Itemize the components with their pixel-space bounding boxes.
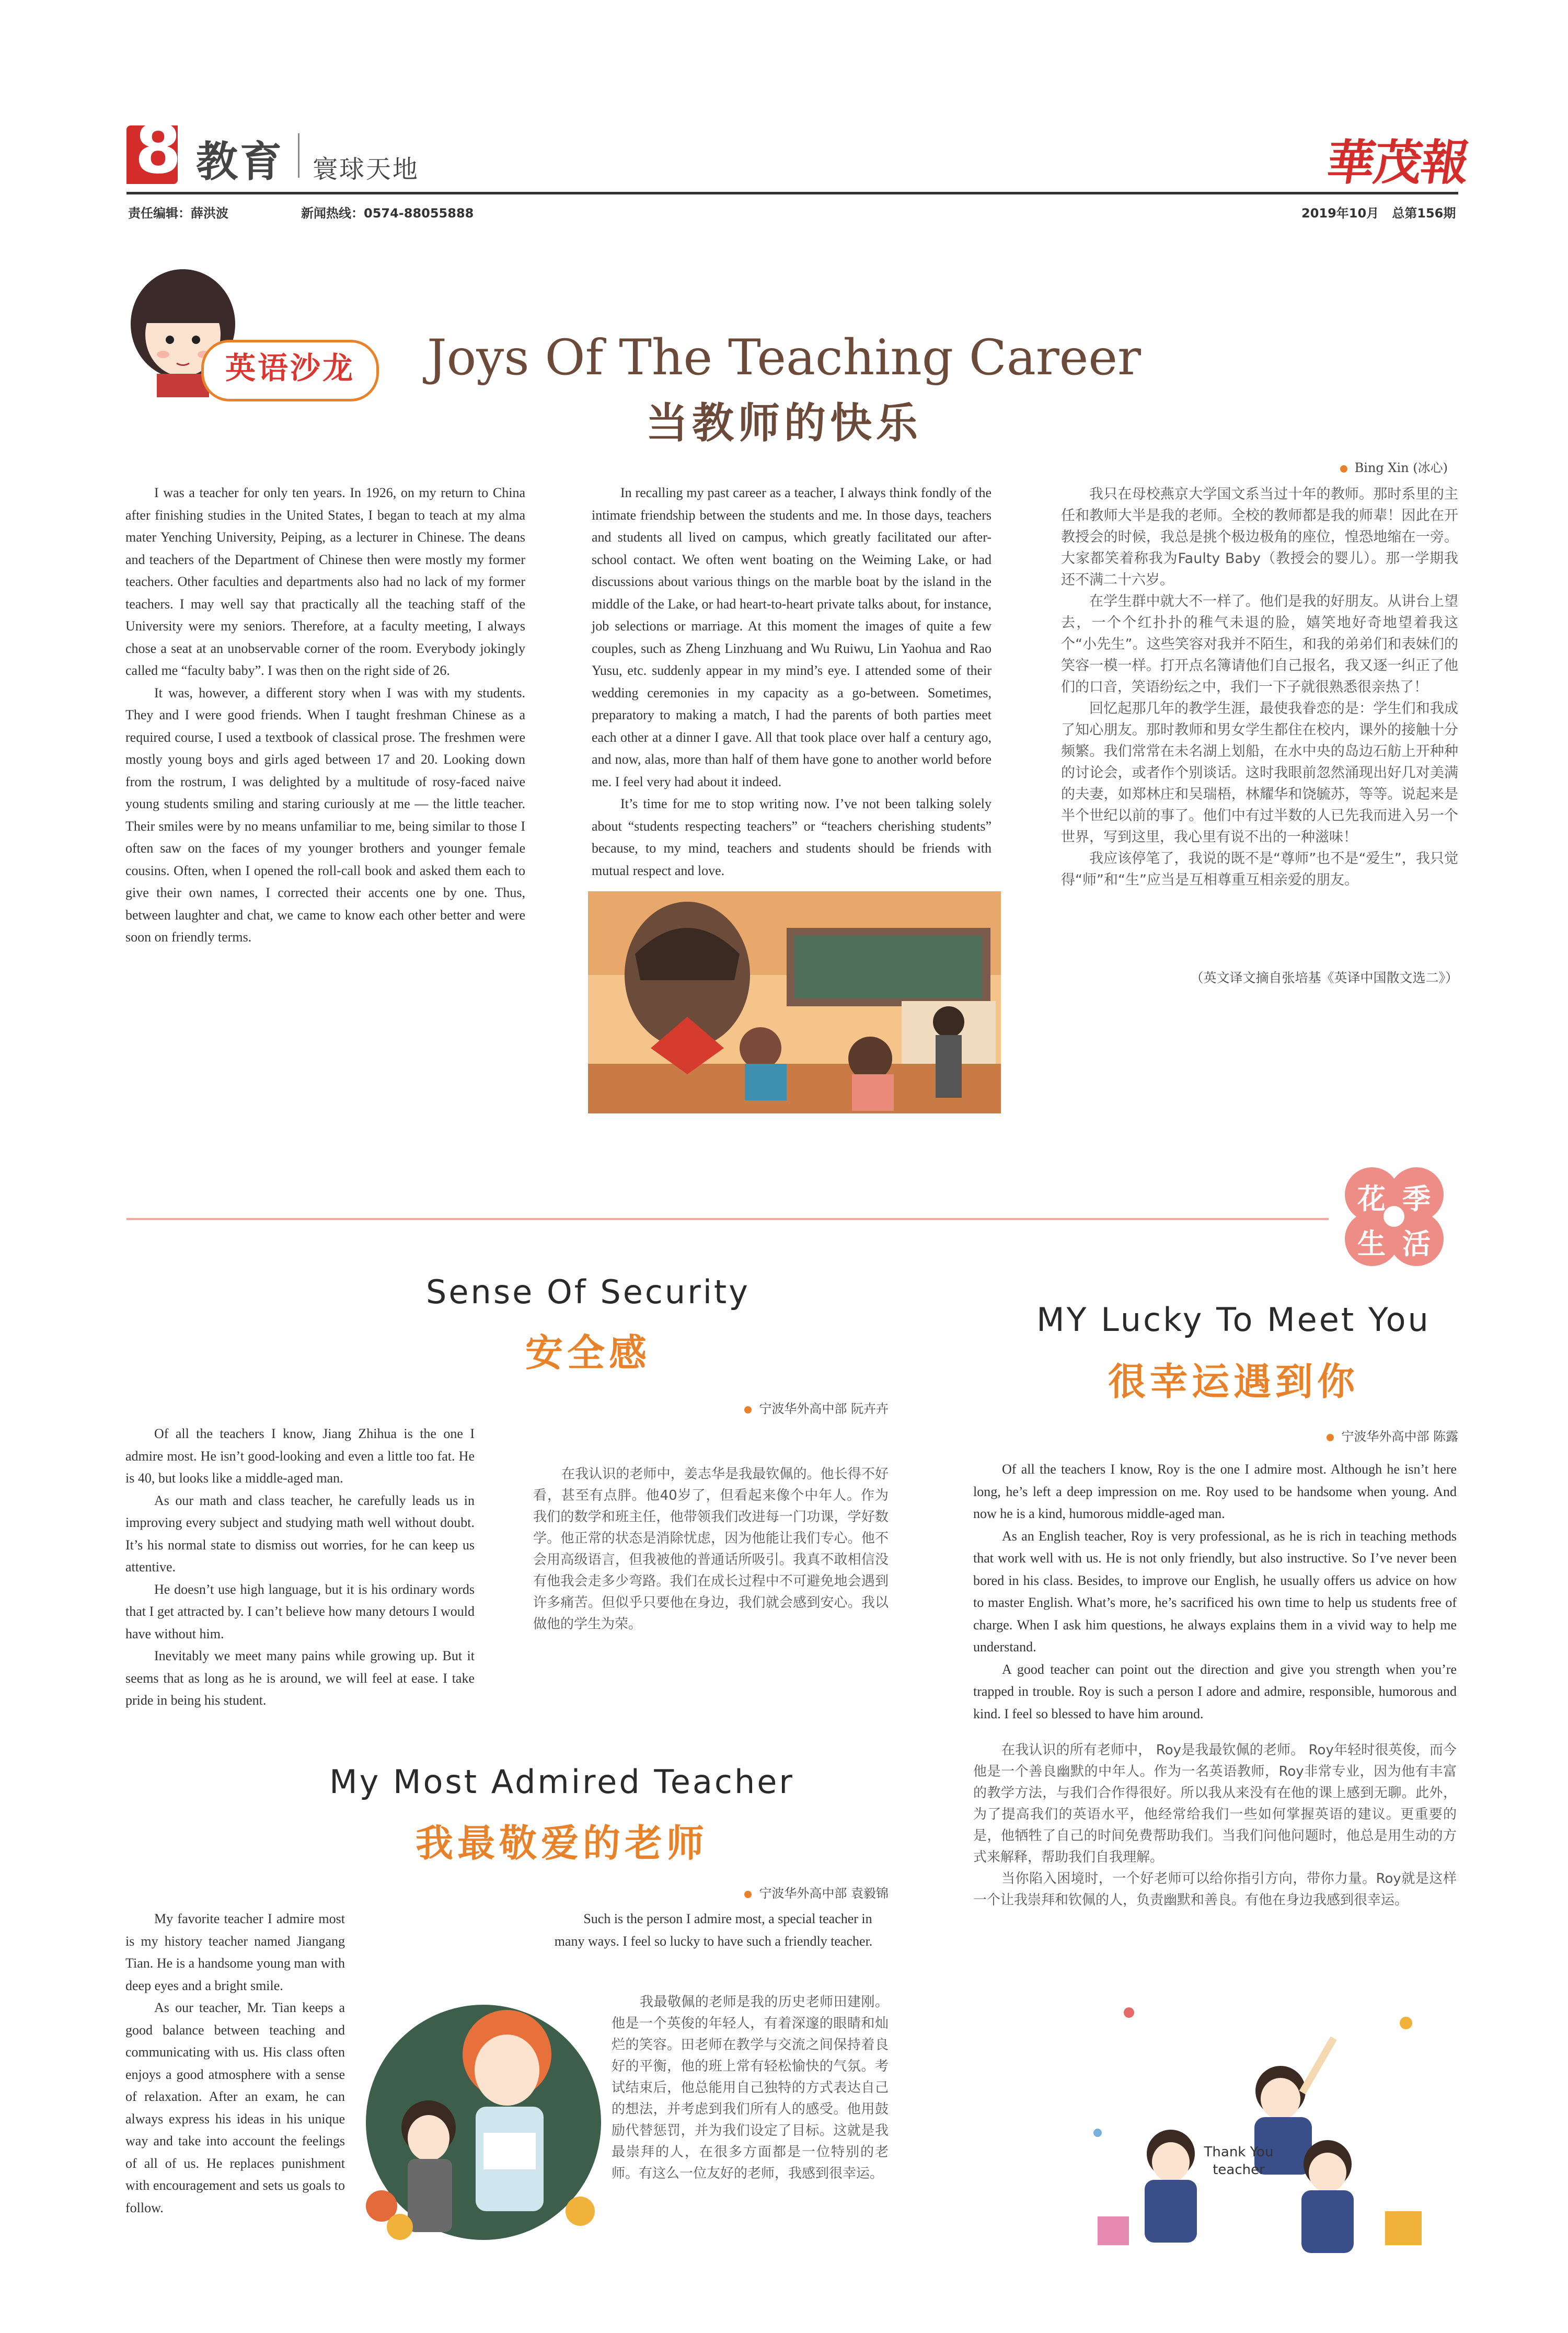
thank-you-illustration (1071, 1966, 1448, 2258)
feature-source-note: （英文译文摘自张培基《英译中国散文选二》） (1190, 970, 1458, 985)
lucky-cn-paragraph: 在我认识的所有老师中， Roy是我最钦佩的老师。 Roy年轻时很英俊，而今他是一个善良幽默的中年人。作为一名英语教师，Roy非常专业，因为他有丰富的教学方法，与我们合作得很好。所以我从来没有在他的课上感到无聊。此外，为了提高我们的英语水平，他经常给我们一些如何掌握英语的建议。更重要的是，他牺牲了自己的时间免费帮助我们。当我们问他问题时，他总是用生动的方式来解释，帮助我们自我理解。 (973, 1742, 1457, 1865)
bullet-icon (744, 1891, 752, 1898)
stamp-char: 活 (1402, 1227, 1431, 1260)
paper-logo: 華茂報 (1323, 134, 1472, 191)
security-cn-column (533, 1464, 889, 1635)
section-title: 教育 (196, 137, 284, 186)
admired-en-paragraph: As our teacher, Mr. Tian keeps a good balance between teaching and communicating with us. His class often enjoys a good atmosphere with a sense of relaxation. After an exam, he can always express his ideas in his unique way and take into account the feelings of all of us. He replaces punishment with encouragement and sets us goals to follow. (125, 2000, 345, 2215)
issue-number: 总第156期 (1392, 206, 1456, 221)
feature-cn-paragraph: 我应该停笔了，我说的既不是“尊师”也不是“爱生”，我只觉得“师”和“生”应当是互相尊重互相亲爱的朋友。 (1061, 851, 1458, 888)
security-en-paragraph: He doesn’t use high language, but it is his ordinary words that I get attracted by. I can’t believe how many detours I would have without him. (125, 1581, 475, 1641)
security-byline-text: 宁波华外高中部 阮卉卉 (759, 1401, 889, 1416)
lucky-en-paragraph: As an English teacher, Roy is very professional, as he is rich in teaching methods that work well with us. He is not only friendly, but also instructive. So I’ve never been bored in his class. Besides, to improve our English, he usually offers us advice on how to master English. What’s more, he’s sacrificed his own time to help us students free of charge. When I ask him questions, he always explains them in a vivid way to help me understand. (973, 1528, 1457, 1654)
masthead-divider-vertical (298, 133, 299, 178)
teachers-illustration (350, 1981, 617, 2253)
admired-en-column-2 (538, 1908, 889, 1952)
security-en-paragraph: Of all the teachers I know, Jiang Zhihua is the one I admire most. He isn’t good-looking and even a little too fat. He is 40, but looks like a middle-aged man. (125, 1426, 475, 1486)
bullet-icon (1340, 465, 1347, 473)
bullet-icon (744, 1406, 752, 1413)
lucky-byline-text: 宁波华外高中部 陈露 (1341, 1429, 1458, 1444)
feature-en-paragraph: It was, however, a different story when I was with my students. They and I were good friends. When I taught freshman Chinese as a required course, I used a textbook of classical prose. The freshmen were mostly young boys and girls aged between 17 and 20. Looking down from the rostrum, I was delighted by a multitude of rosy-faced naive young students smiling and staring curiously at me — the little teacher. Their smiles were by no means unfamiliar to me, being similar to those I often saw on the faces of my younger brothers and younger female cousins. Often, when I opened the roll-call book and asked them each to give their own names, I corrected their accents one by one. Thus, between laughter and chat, we came to know each other better and were soon on friendly terms. (125, 685, 525, 945)
flower-stamp-icon (1335, 1158, 1453, 1275)
security-en-column (125, 1423, 475, 1712)
security-en-paragraph: Inevitably we meet many pains while growing up. But it seems that as long as he is around, we will feel at ease. I take pride in being his student. (125, 1648, 475, 1708)
admired-cn-paragraph: 我最敬佩的老师是我的历史老师田建刚。他是一个英俊的年轻人，有着深邃的眼睛和灿烂的笑容。田老师在教学与交流之间保持着良好的平衡，他的班上常有轻松愉快的气氛。考试结束后，他总能用自己独特的方式表达自己的想法，并考虑到我们所有人的感受。他用鼓励代替惩罚，并为我们设定了目标。这就是我最崇拜的人，在很多方面都是一位特别的老师。有这么一位友好的老师，我感到很幸运。 (612, 1994, 889, 2181)
masthead (0, 0, 1568, 220)
lucky-title-cn: 很幸运遇到你 (1108, 1360, 1359, 1404)
section-divider (126, 1218, 1329, 1220)
security-byline (601, 1398, 889, 1417)
admired-cn-column (612, 1992, 889, 2185)
lucky-en-paragraph: Of all the teachers I know, Roy is the one I admire most. Although he isn’t here long, he’s left a deep impression on me. Roy used to be handsome when young. And now he is a kind, humorous middle-aged man. (973, 1462, 1457, 1521)
stamp-char: 季 (1402, 1182, 1431, 1215)
feature-en-paragraph: I was a teacher for only ten years. In 1926, on my return to China after finishing studies in the United States, I began to teach at my alma mater Yenching University, Peiping, as a lecturer in Chinese. The deans and teachers of the Department of Chinese then were mostly my former teachers. Other faculties and departments also had no lack of my former teachers. I may well say that practically all the teaching staff of the University were my seniors. Therefore, at a faculty meeting, I always chose a seat at an unobservable corner of the room. Everybody jokingly called me “faculty baby”. I was then on the right side of 26. (125, 485, 525, 678)
feature-en-column-2 (592, 482, 991, 882)
masthead-rule (126, 192, 1458, 194)
feature-en-paragraph: It’s time for me to stop writing now. I’ve not been talking solely about “students respecting teachers” or “teachers cherishing students” because, to my mind, teachers and students should be friends with mutual respect and love. (592, 796, 991, 878)
salon-badge (201, 340, 379, 401)
subsection-title: 寰球天地 (313, 155, 420, 184)
security-title-cn: 安全感 (525, 1331, 651, 1375)
lucky-title-en: MY Lucky To Meet You (1036, 1301, 1431, 1339)
season-life-stamp (1335, 1158, 1453, 1275)
feature-byline-text: Bing Xin (冰心) (1354, 461, 1448, 475)
editor-credit: 责任编辑：薛洪波 (128, 206, 228, 221)
feature-title-en: Joys Of The Teaching Career (427, 329, 1141, 386)
security-cn-paragraph: 在我认识的老师中，姜志华是我最钦佩的。他长得不好看，甚至有点胖。他40岁了，但看起来像个中年人。作为我们的数学和班主任，他带领我们改进每一门功课，学好数学。他正常的状态是消除忧虑，因为他能让我们专心。他不会用高级语言，但我被他的普通话所吸引。我真不敢相信没有他我会走多少弯路。我们在成长过程中不可避免地会遇到许多痛苦。但似乎只要他在身边，我们就会感到安心。我以做他的学生为荣。 (533, 1466, 889, 1632)
thank-you-text: Thank You teacher (1204, 2144, 1274, 2178)
issue-date (1301, 203, 1456, 221)
admired-title-cn: 我最敬爱的老师 (415, 1821, 708, 1865)
admired-en-column (125, 1908, 345, 2219)
lucky-cn-column (973, 1740, 1457, 1911)
security-en-paragraph: As our math and class teacher, he carefully leads us in improving every subject and studying math well without doubt. It’s his normal state to dismiss out worries, for he can keep us attentive. (125, 1492, 475, 1575)
admired-title-en: My Most Admired Teacher (329, 1763, 794, 1801)
stamp-char: 花 (1357, 1182, 1386, 1215)
lucky-en-paragraph: A good teacher can point out the direction and give you strength when you’re trapped in trouble. Roy is such a person I adore and admire, responsible, humorous and kind. I feel so blessed to have him around. (973, 1661, 1457, 1721)
lucky-cn-paragraph: 当你陷入困境时，一个好老师可以给你指引方向，带你力量。Roy就是这样一个让我崇拜和钦佩的人，负责幽默和善良。有他在身边我感到很幸运。 (973, 1871, 1457, 1908)
feature-cn-paragraph: 在学生群中就大不一样了。他们是我的好朋友。从讲台上望去，一个个红扑扑的稚气未退的脸，嬉笑地好奇地望着我这个“小先生”。这些笑容对我并不陌生，和我的弟弟们和表妹们的笑容一模一样。打开点名簿请他们自己报名，我又逐一纠正了他们的口音，笑语纷纭之中，我们一下子就很熟悉很亲热了！ (1061, 593, 1458, 695)
admired-byline-text: 宁波华外高中部 袁毅锦 (759, 1886, 889, 1901)
lucky-en-column (973, 1458, 1457, 1725)
page-number: 8 (135, 111, 182, 189)
lucky-byline (1166, 1426, 1458, 1444)
classroom-illustration (588, 891, 1001, 1113)
feature-cn-paragraph: 我只在母校燕京大学国文系当过十年的教师。那时系里的主任和教师大半是我的老师。全校的教师都是我的师辈！因此在开教授会的时候，我总是挑个极边极角的座位，惶恐地缩在一旁。大家都笑着称我为Faulty Baby（教授会的婴儿）。那一学期我还不满二十六岁。 (1061, 486, 1458, 588)
news-hotline: 新闻热线：0574-88055888 (301, 206, 474, 221)
stamp-char: 生 (1357, 1227, 1386, 1260)
feature-cn-paragraph: 回忆起那几年的教学生涯，最使我眷恋的是：学生们和我成了知心朋友。那时教师和男女学生都住在校内，课外的接触十分频繁。我们常常在未名湖上划船，在水中央的岛边石舫上开种种的讨论会，或者作个别谈话。这时我眼前忽然涌现出好几对美满的夫妻，如郑林庄和吴瑞梧，林耀华和饶毓苏，等等。说起来是半个世纪以前的事了。他们中有过半数的人已先我而进入另一个世界，写到这里，我心里有说不出的一种滋味！ (1061, 700, 1458, 845)
feature-title-cn: 当教师的快乐 (646, 399, 922, 447)
bullet-icon (1327, 1434, 1334, 1441)
feature-byline (1202, 457, 1448, 476)
feature-en-paragraph: In recalling my past career as a teacher, I always think fondly of the intimate friendship between the students and me. In those days, teachers and students all lived on campus, which greatly facilitated our after-school contact. We often went boating on the Weiming Lake, or had discussions about various things on the marble boat by the island in the middle of the Lake, or had heart-to-heart private talks about, for instance, job selections or marriage. At this moment the images of quite a few couples, such as Zheng Linzhuang and Wu Ruiwu, Lin Yaohua and Rao Yusu, etc. suddenly appear in my mind’s eye. I attended some of their wedding ceremonies in my capacity as a go-between. Sometimes, preparatory to making a match, I had the parents of both parties meet each other at a dinner I gave. All that took place over half a century ago, and now, alas, more than half of them have gone to another world before me. I feel very had about it indeed. (592, 485, 991, 789)
admired-en-paragraph: Such is the person I admire most, a special teacher in many ways. I feel so lucky to have such a friendly teacher. (554, 1911, 873, 1949)
salon-badge-text: 英语沙龙 (225, 350, 355, 386)
admired-en-paragraph: My favorite teacher I admire most is my history teacher named Jiangang Tian. He is a handsome young man with deep eyes and a bright smile. (125, 1911, 345, 1993)
feature-en-column-1 (125, 482, 525, 949)
feature-cn-column (1061, 484, 1458, 891)
security-title-en: Sense Of Security (426, 1273, 750, 1311)
admired-byline (601, 1883, 889, 1901)
date: 2019年10月 (1301, 206, 1379, 221)
